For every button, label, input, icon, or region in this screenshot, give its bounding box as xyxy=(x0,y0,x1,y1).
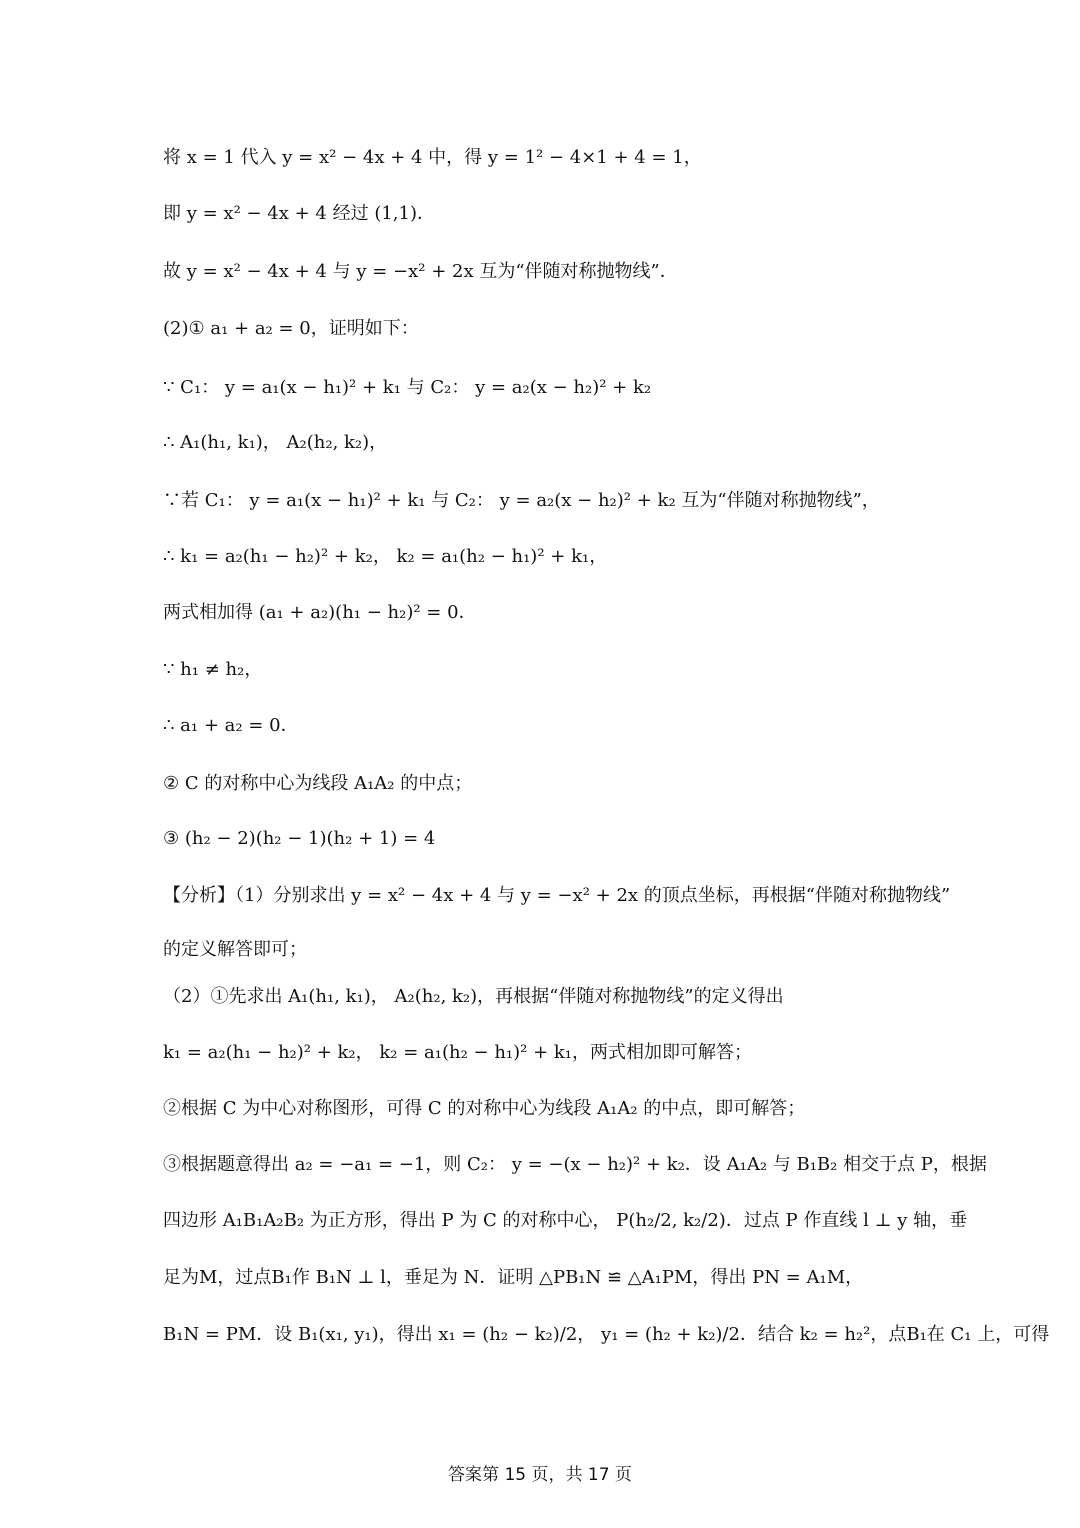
analysis-line: ③根据题意得出 a₂ = −a₁ = −1，则 C₂： y = −(x − h₂)² + k₂．设 A₁A₂ 与 B₁B₂ 相交于点 P，根据 xyxy=(163,1154,987,1175)
analysis-line: 【分析】（1）分别求出 y = x² − 4x + 4 与 y = −x² + 2x 的顶点坐标，再根据“伴随对称抛物线” xyxy=(163,885,951,906)
analysis-line: 的定义解答即可； xyxy=(163,939,307,960)
text-line: ③ (h₂ − 2)(h₂ − 1)(h₂ + 1) = 4 xyxy=(163,828,436,849)
analysis-line: k₁ = a₂(h₁ − h₂)² + k₂， k₂ = a₁(h₂ − h₁)² + k₁，两式相加即可解答； xyxy=(163,1042,753,1063)
text-line: ∴ A₁(h₁, k₁)， A₂(h₂, k₂)， xyxy=(163,432,388,453)
page-footer: 答案第 15 页，共 17 页 xyxy=(448,1465,632,1485)
text-line: ∴ k₁ = a₂(h₁ − h₂)² + k₂， k₂ = a₁(h₂ − h₁)² + k₁， xyxy=(163,546,608,567)
text-line: ∴ a₁ + a₂ = 0． xyxy=(163,715,299,736)
analysis-line: ②根据 C 为中心对称图形，可得 C 的对称中心为线段 A₁A₂ 的中点，即可解答； xyxy=(163,1098,806,1119)
analysis-line: （2）①先求出 A₁(h₁, k₁)， A₂(h₂, k₂)，再根据“伴随对称抛物线”的定义得出 xyxy=(163,986,784,1007)
text-line: ∵ h₁ ≠ h₂， xyxy=(163,659,263,680)
text-line: 即 y = x² − 4x + 4 经过 (1,1)． xyxy=(163,203,436,224)
analysis-line: B₁N = PM．设 B₁(x₁, y₁)，得出 x₁ = (h₂ − k₂)/2， y₁ = (h₂ + k₂)/2．结合 k₂ = h₂²，点B₁在 C₁ 上，可得 xyxy=(163,1324,1050,1345)
analysis-line: 足为M，过点B₁作 B₁N ⊥ l，垂足为 N．证明 △PB₁N ≌ △A₁PM，得出 PN = A₁M， xyxy=(163,1267,864,1288)
text-line: 将 x = 1 代入 y = x² − 4x + 4 中，得 y = 1² − 4×1 + 4 = 1， xyxy=(163,147,702,168)
text-line: 故 y = x² − 4x + 4 与 y = −x² + 2x 互为“伴随对称抛物线”． xyxy=(163,261,678,282)
text-line: ② C 的对称中心为线段 A₁A₂ 的中点； xyxy=(163,773,473,794)
text-line: 两式相加得 (a₁ + a₂)(h₁ − h₂)² = 0． xyxy=(163,602,477,623)
text-line: ∵若 C₁： y = a₁(x − h₁)² + k₁ 与 C₂： y = a₂(x − h₂)² + k₂ 互为“伴随对称抛物线”， xyxy=(163,490,880,511)
text-line: (2)① a₁ + a₂ = 0，证明如下： xyxy=(163,318,419,339)
analysis-line: 四边形 A₁B₁A₂B₂ 为正方形，得出 P 为 C 的对称中心， P(h₂/2, k₂/2)．过点 P 作直线 l ⊥ y 轴，垂 xyxy=(163,1210,968,1231)
text-line: ∵ C₁： y = a₁(x − h₁)² + k₁ 与 C₂： y = a₂(x − h₂)² + k₂ xyxy=(163,377,652,398)
